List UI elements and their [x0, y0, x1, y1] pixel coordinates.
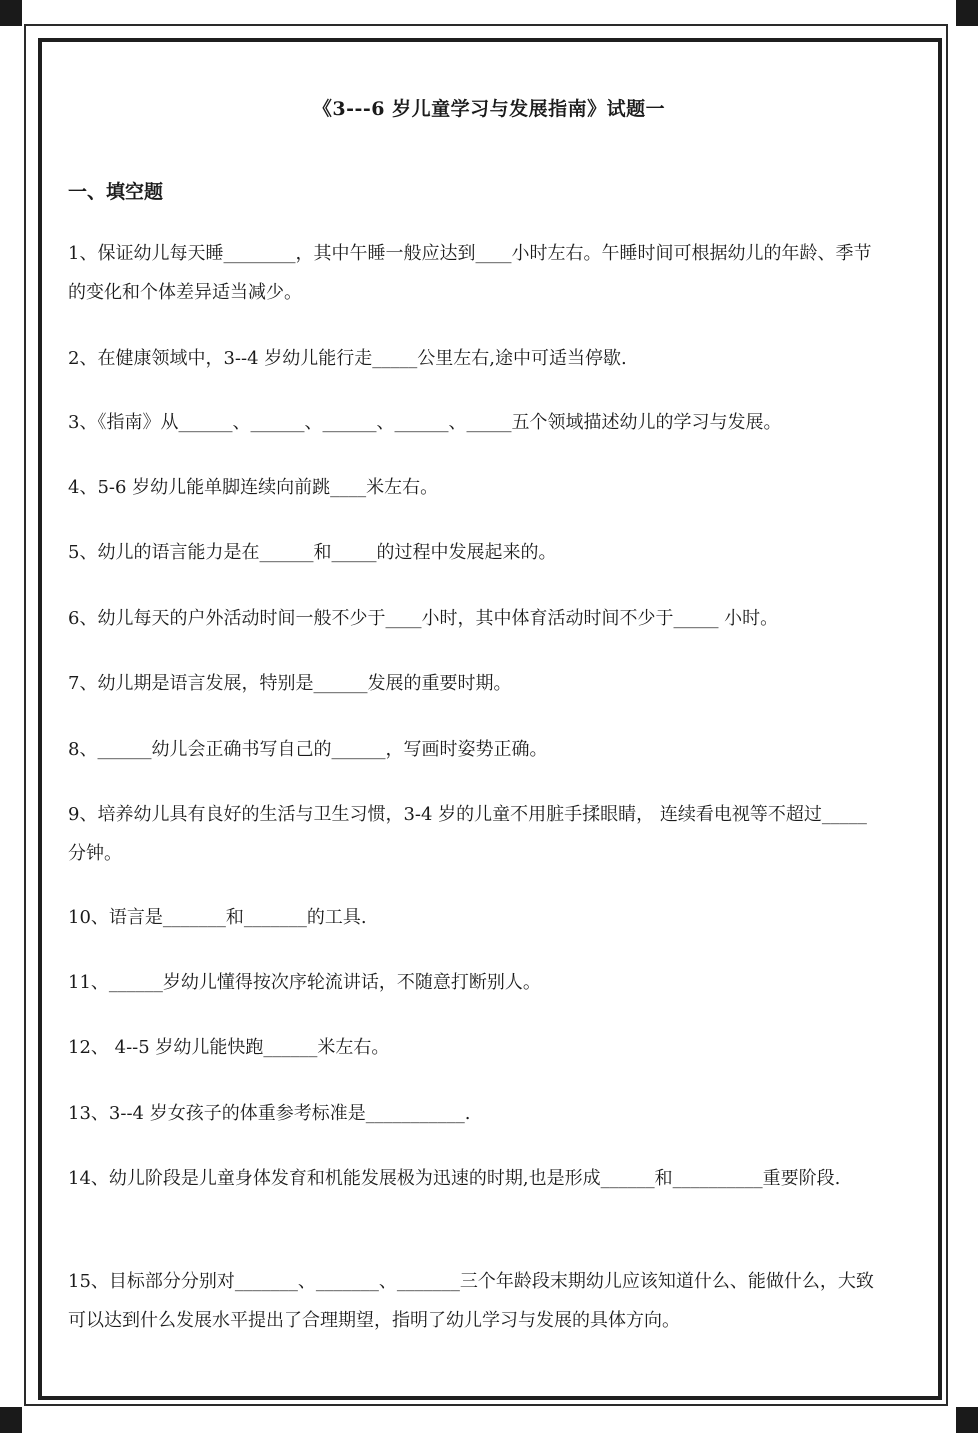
question-item: 6、幼儿每天的户外活动时间一般不少于____小时，其中体育活动时间不少于_____ 小时。: [68, 608, 779, 629]
question-item: 12、 4--5 岁幼儿能快跑______米左右。: [68, 1037, 390, 1058]
question-item: 13、3--4 岁女孩子的体重参考标准是___________.: [68, 1103, 471, 1124]
question-item: 10、语言是_______和_______的工具.: [68, 907, 367, 928]
question-item: 7、幼儿期是语言发展，特别是______发展的重要时期。: [68, 673, 512, 694]
question-item: 11、______岁幼儿懂得按次序轮流讲话，不随意打断别人。: [68, 972, 541, 993]
question-item: 9、培养幼儿具有良好的生活与卫生习惯，3-4 岁的儿童不用脏手揉眼睛， 连续看电视等不超过_____ 分钟。: [68, 804, 867, 864]
question-item: 8、______幼儿会正确书写自己的______，写画时姿势正确。: [68, 739, 548, 760]
corner-mark-bottom-left: [0, 1407, 22, 1433]
corner-mark-top-right: [956, 0, 978, 26]
question-item: 2、在健康领域中，3--4 岁幼儿能行走_____公里左右,途中可适当停歇.: [68, 348, 627, 369]
question-item: 5、幼儿的语言能力是在______和_____的过程中发展起来的。: [68, 542, 557, 563]
section-heading: 一、填空题: [68, 181, 164, 203]
question-item: 1、保证幼儿每天睡________，其中午睡一般应达到____小时左右。午睡时间可根据幼儿的年龄、季节的变化和个体差异适当减少。: [68, 243, 872, 303]
question-item: 14、幼儿阶段是儿童身体发育和机能发展极为迅速的时期,也是形成______和__________重要阶段.: [68, 1168, 841, 1189]
question-item: 15、目标部分分别对_______、_______、_______三个年龄段末期幼儿应该知道什么、能做什么，大致可以达到什么发展水平提出了合理期望，指明了幼儿学习与发展的具体方向。: [68, 1271, 874, 1331]
document-title: 《3---6 岁儿童学习与发展指南》试题一: [312, 98, 666, 120]
corner-mark-top-left: [0, 0, 22, 26]
question-item: 4、5-6 岁幼儿能单脚连续向前跳____米左右。: [68, 477, 439, 498]
question-item: 3、《指南》从______、______、______、______、_____五个领域描述幼儿的学习与发展。: [68, 412, 782, 433]
corner-mark-bottom-right: [956, 1407, 978, 1433]
